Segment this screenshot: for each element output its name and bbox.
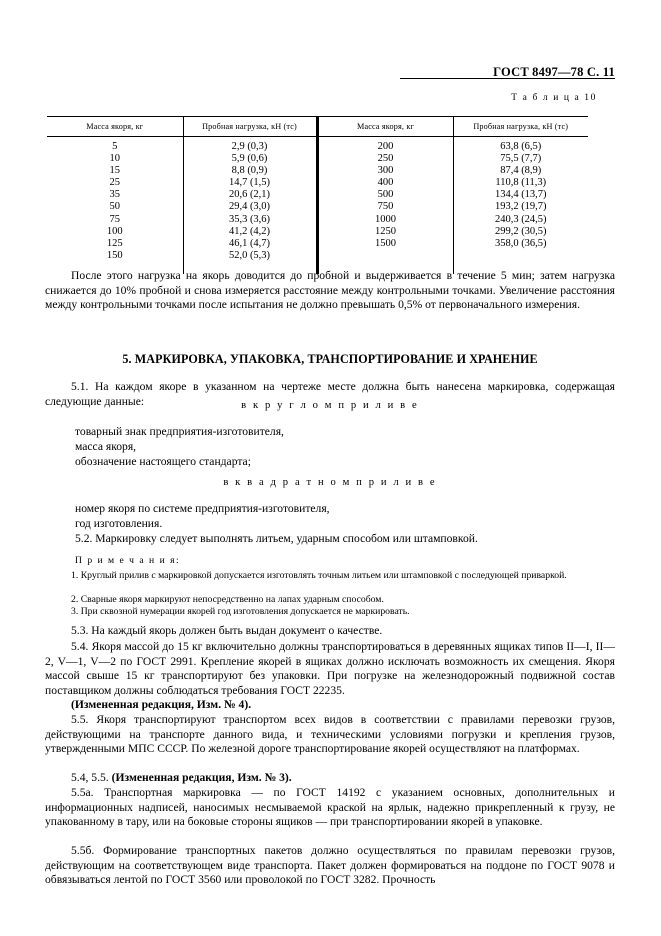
table-header-row (47, 117, 588, 137)
cell-mass-1: 25 (109, 177, 120, 189)
cell-mass-2: 1000 (317, 214, 453, 226)
revision-note-4-text: (Измененная редакция, Изм. № 4). (71, 698, 252, 711)
paragraph-5-5a: 5.5а. Транспортная маркировка — по ГОСТ 14192 с указанием основных, дополнительных и информационных надписей, наносимых несмываемой краской на ярлык, надежно прикрепленный к грузу, не упакованному в тару, или на боковые стороны ящиков — при транспортировании якорей в упаковке. (45, 786, 615, 829)
paragraph-5-5b: 5.5б. Формирование транспортных пакетов должно осуществляться по правилам перевозки грузов, действующим на соответствующем виде транспорта. Пакет должен формироваться на поддоне по ГОСТ 9078 и обвязываться лентой по ГОСТ 3560 или проволокой по ГОСТ 3282. Прочность (45, 844, 615, 887)
cell-load-2: 63,8 (6,5) (453, 137, 588, 154)
table-caption: Т а б л и ц а 10 (511, 93, 597, 103)
cell-mass-2: 500 (317, 189, 453, 201)
cell-mass-1: 125 (106, 237, 123, 249)
cell-load-2: 110,8 (11,3) (453, 177, 588, 189)
cell-mass-2: 400 (317, 177, 453, 189)
revision-note-3-text: (Измененная редакция, Изм. № 3). (111, 771, 292, 784)
col-header-mass-1: Масса якоря, кг (47, 117, 183, 137)
cell-load-1: 14,7 (1,5) (183, 177, 317, 189)
cell-load-2: 240,3 (24,5) (453, 214, 588, 226)
note-1: 1. Круглый прилив с маркировкой допускается изготовлять точным литьем или штамповкой с последующей приваркой. (71, 570, 567, 581)
col-header-load-2: Пробная нагрузка, кН (тс) (453, 117, 588, 137)
square-boss-item-2: год изготовления. (75, 517, 163, 530)
table-row (47, 250, 588, 262)
table-row (47, 214, 588, 226)
cell-load-2: 299,2 (30,5) (453, 226, 588, 238)
table-row (47, 165, 588, 177)
col-header-load-1: Пробная нагрузка, кН (тс) (183, 117, 317, 137)
cell-load-2: 193,2 (19,7) (453, 201, 588, 213)
table-row (47, 137, 588, 154)
cell-mass-1: 50 (109, 201, 120, 213)
cell-mass-1: 75 (109, 213, 120, 225)
page-header (45, 64, 615, 80)
cell-load-2: 75,5 (7,7) (453, 153, 588, 165)
cell-load-1: 20,6 (2,1) (183, 189, 317, 201)
cell-mass-1: 35 (109, 189, 120, 201)
table-row (47, 153, 588, 165)
cell-load-1: 35,3 (3,6) (183, 214, 317, 226)
round-boss-item-3: обозначение настоящего стандарта; (75, 455, 251, 468)
paragraph-5-5: 5.5. Якоря транспортируют транспортом всех видов в соответствии с правилами перевозки грузов, действующими на транспорте данного вида, и техническими условиями погрузки и крепления грузов, утвержденными МПС СССР. По железной дороге транспортирование якорей осуществляют на платформах. (45, 713, 615, 756)
cell-mass-1: 10 (109, 153, 120, 165)
cell-load-2 (453, 250, 588, 262)
cell-mass-2 (317, 250, 453, 262)
probe-load-table-container (47, 116, 588, 274)
table-body (47, 137, 588, 275)
cell-mass-2: 750 (317, 201, 453, 213)
note-2: 2. Сварные якоря маркируют непосредственно на лапах ударным способом. (71, 594, 384, 605)
cell-mass-1: 150 (106, 249, 123, 261)
cell-load-1: 2,9 (0,3) (183, 137, 317, 154)
label-round-boss: в к р у г л о м п р и л и в е (241, 400, 419, 411)
revision-note-3-prefix: 5.4, 5.5. (71, 771, 112, 784)
paragraph-after-table: После этого нагрузка на якорь доводится до пробной и выдерживается в течение 5 мин; затем нагрузка снижается до 10% пробной и снова измеряется расстояние между контрольными точками. Увеличение расстояния между контрольными точками после испытания не должно превышать 0,5% от первоначального измерения. (45, 269, 615, 312)
cell-load-1: 46,1 (4,7) (183, 238, 317, 250)
cell-mass-2: 300 (317, 165, 453, 177)
round-boss-item-1: товарный знак предприятия-изготовителя, (75, 425, 284, 438)
probe-load-table (47, 116, 588, 274)
cell-mass-1: 100 (106, 225, 123, 237)
table-row (47, 201, 588, 213)
paragraph-5-3: 5.3. На каждый якорь должен быть выдан документ о качестве. (71, 624, 383, 637)
revision-note-3 (45, 771, 615, 786)
cell-load-2: 358,0 (36,5) (453, 238, 588, 250)
note-3: 3. При сквозной нумерации якорей год изготовления допускается не маркировать. (71, 606, 410, 617)
col-header-mass-2: Масса якоря, кг (317, 117, 453, 137)
table-row (47, 226, 588, 238)
paragraph-5-2: 5.2. Маркировку следует выполнять литьем, ударным способом или штамповкой. (75, 532, 478, 545)
notes-heading: П р и м е ч а н и я: (75, 555, 181, 566)
cell-mass-2: 250 (317, 153, 453, 165)
revision-note-4 (45, 698, 615, 713)
cell-load-1: 29,4 (3,0) (183, 201, 317, 213)
cell-load-2: 87,4 (8,9) (453, 165, 588, 177)
standard-number-and-page: ГОСТ 8497—78 С. 11 (493, 65, 615, 79)
cell-load-1: 8,8 (0,9) (183, 165, 317, 177)
table-row (47, 238, 588, 250)
table-head (47, 117, 588, 137)
label-square-boss: в к в а д р а т н о м п р и л и в е (223, 477, 437, 488)
cell-mass-1: 15 (109, 165, 120, 177)
cell-load-1: 5,9 (0,6) (183, 153, 317, 165)
cell-mass-1: 5 (112, 141, 118, 152)
table-row (47, 177, 588, 189)
cell-mass-2: 1250 (317, 226, 453, 238)
cell-mass-2: 1500 (317, 238, 453, 250)
cell-load-1: 41,2 (4,2) (183, 226, 317, 238)
paragraph-5-4: 5.4. Якоря массой до 15 кг включительно должны транспортироваться в деревянных ящиках типов II—I, II—2, V—1, V—2 по ГОСТ 2991. Крепление якорей в ящиках должно исключать возможность их смещения. Якоря массой свыше 15 кг транспортируют без упаковки. При погрузке на железнодорожный подвижной состав поставщиком должны соблюдаться требования ГОСТ 22235. (45, 640, 615, 697)
table-row (47, 189, 588, 201)
round-boss-item-2: масса якоря, (75, 440, 137, 453)
header-rule (400, 78, 615, 79)
cell-mass-2: 200 (317, 137, 453, 154)
cell-load-2: 134,4 (13,7) (453, 189, 588, 201)
section-5-title: 5. МАРКИРОВКА, УПАКОВКА, ТРАНСПОРТИРОВАНИЕ И ХРАНЕНИЕ (122, 352, 538, 366)
cell-load-1: 52,0 (5,3) (183, 250, 317, 262)
square-boss-item-1: номер якоря по системе предприятия-изготовителя, (75, 502, 330, 515)
paragraph-5-1: 5.1. На каждом якоре в указанном на чертеже месте должна быть нанесена маркировка, содержащая следующие данные: (45, 380, 615, 408)
